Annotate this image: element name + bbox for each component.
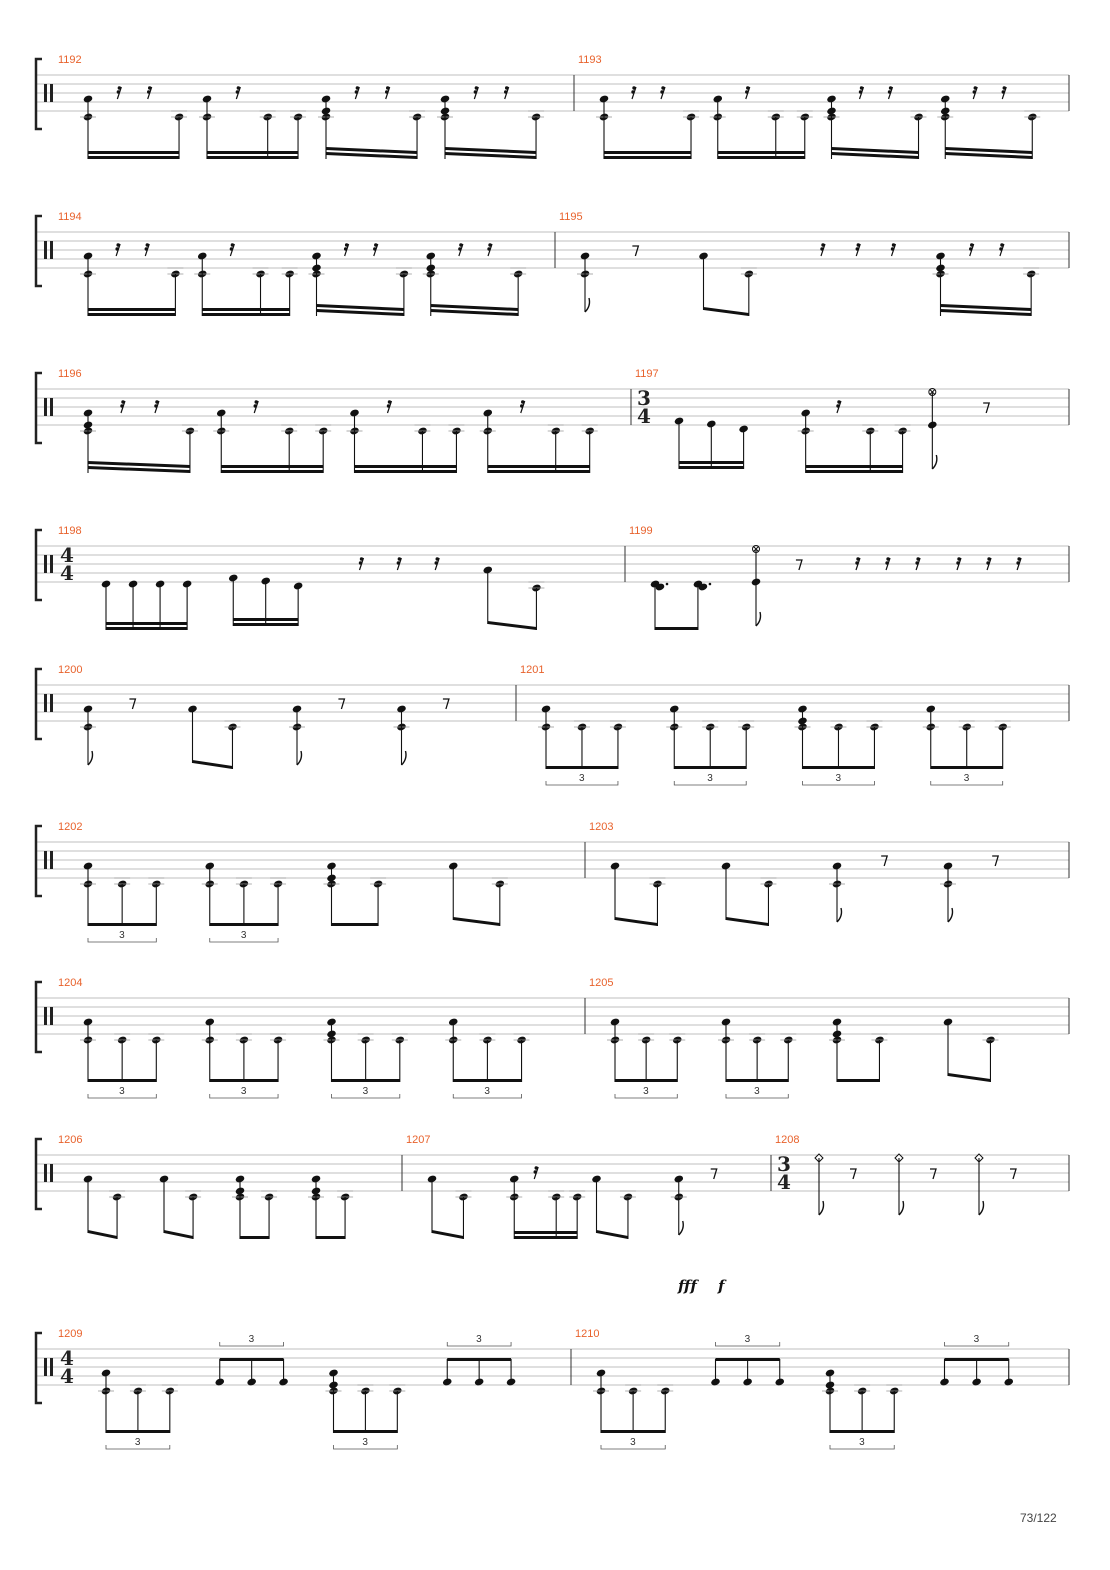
- sixteenth-rest: [458, 247, 461, 250]
- sixteenth-rest: [974, 86, 977, 89]
- measure: [406, 1134, 717, 1239]
- system: [36, 664, 1069, 785]
- system-bracket: [36, 1333, 42, 1403]
- measure: [559, 211, 1039, 316]
- sixteenth-rest: [1000, 243, 1003, 246]
- sixteenth-rest: [892, 243, 895, 246]
- system: [36, 525, 1069, 630]
- beam: [655, 627, 698, 630]
- beam: [334, 1430, 398, 1433]
- sixteenth-rest: [435, 561, 438, 564]
- flag: [297, 751, 302, 765]
- system: [36, 977, 1069, 1098]
- time-signature-top: 3: [637, 386, 651, 410]
- eighth-rest: [796, 560, 802, 570]
- beam: [240, 1236, 269, 1239]
- beam: [514, 1231, 577, 1234]
- sixteenth-rest: [344, 247, 347, 250]
- system-bracket: [36, 982, 42, 1052]
- tuplet-number: 3: [578, 773, 585, 784]
- beam: [674, 766, 746, 769]
- beam: [106, 622, 187, 625]
- beam: [164, 1230, 193, 1239]
- system-bracket: [36, 530, 42, 600]
- sixteenth-rest: [230, 247, 233, 250]
- tuplet-number: 3: [119, 930, 125, 941]
- sixteenth-rest: [398, 557, 401, 560]
- beam: [726, 917, 768, 926]
- percussion-clef: [44, 1164, 47, 1182]
- sixteenth-rest: [986, 561, 989, 564]
- sixteenth-rest: [915, 561, 918, 564]
- beam: [88, 156, 179, 159]
- beam: [601, 1430, 665, 1433]
- measure-number: 1193: [578, 54, 602, 66]
- sixteenth-rest: [385, 90, 388, 93]
- flag: [819, 1201, 824, 1215]
- sixteenth-rest: [146, 243, 149, 246]
- beam: [514, 1236, 577, 1239]
- beam: [837, 1079, 879, 1082]
- measure-number: 1195: [559, 211, 583, 223]
- flag: [402, 751, 407, 765]
- sixteenth-rest: [386, 86, 389, 89]
- measure: [58, 54, 544, 159]
- measure-number: 1201: [520, 664, 545, 676]
- dot: [666, 583, 669, 586]
- beam: [679, 466, 744, 469]
- measure: [58, 1328, 516, 1449]
- measure-number: 1203: [589, 821, 614, 833]
- beam: [88, 1230, 117, 1239]
- eighth-rest: [443, 699, 449, 709]
- sixteenth-rest: [956, 561, 959, 564]
- beam: [88, 308, 175, 311]
- beam: [945, 1358, 1009, 1361]
- system: [36, 211, 1069, 316]
- system: [36, 368, 1069, 473]
- sixteenth-rest: [1002, 90, 1005, 93]
- measure-number: 1209: [58, 1328, 83, 1340]
- system-bracket: [36, 669, 42, 739]
- beam: [88, 151, 179, 154]
- sixteenth-rest: [120, 404, 123, 407]
- measure: [635, 368, 989, 473]
- time-signature-bottom: 4: [60, 561, 74, 585]
- percussion-clef: [44, 694, 47, 712]
- measure: [629, 525, 1021, 630]
- time-signature-top: 4: [60, 1346, 74, 1370]
- sixteenth-rest: [957, 557, 960, 560]
- sixteenth-rest: [987, 557, 990, 560]
- percussion-clef: [50, 398, 53, 416]
- beam: [202, 308, 289, 311]
- sixteenth-rest: [820, 247, 823, 250]
- sixteenth-rest: [488, 243, 491, 246]
- sixteenth-rest: [891, 247, 894, 250]
- sixteenth-rest: [860, 86, 863, 89]
- beam: [316, 1236, 345, 1239]
- measure: [575, 1328, 1014, 1449]
- flag: [948, 908, 953, 922]
- beam: [488, 621, 537, 630]
- beam: [233, 618, 298, 621]
- tuplet-number: 3: [963, 773, 970, 784]
- time-signature-top: 3: [777, 1152, 791, 1176]
- sixteenth-rest: [345, 243, 348, 246]
- sixteenth-rest: [859, 90, 862, 93]
- beam: [221, 470, 323, 473]
- measure-number: 1210: [575, 1328, 600, 1340]
- system: [36, 1328, 1069, 1449]
- sixteenth-rest: [1003, 86, 1006, 89]
- sixteenth-rest: [356, 86, 359, 89]
- flag: [837, 908, 842, 922]
- sixteenth-rest: [660, 90, 663, 93]
- flag: [899, 1201, 904, 1215]
- sixteenth-rest: [254, 404, 257, 407]
- measure-number: 1197: [635, 368, 659, 380]
- sixteenth-rest: [374, 243, 377, 246]
- sixteenth-rest: [145, 247, 148, 250]
- sixteenth-rest: [857, 243, 860, 246]
- measure: [58, 977, 530, 1098]
- sixteenth-rest: [231, 243, 234, 246]
- beam: [704, 307, 749, 316]
- beam: [726, 1079, 788, 1082]
- tuplet-number: 3: [362, 1437, 368, 1448]
- time-signature-bottom: 4: [60, 1364, 74, 1388]
- sixteenth-rest: [856, 557, 859, 560]
- beam: [221, 465, 323, 468]
- flag: [979, 1201, 984, 1215]
- tuplet-number: 3: [484, 1086, 490, 1097]
- sixteenth-rest: [856, 247, 859, 250]
- measure-number: 1196: [58, 368, 82, 380]
- sixteenth-rest: [521, 400, 524, 403]
- measure: [58, 525, 544, 630]
- beam: [718, 151, 805, 154]
- sixteenth-rest: [475, 86, 478, 89]
- percussion-clef: [44, 241, 47, 259]
- sixteenth-rest: [745, 90, 748, 93]
- measure-number: 1192: [58, 54, 82, 66]
- sixteenth-rest: [355, 90, 358, 93]
- tuplet-number: 3: [248, 1334, 255, 1345]
- sixteenth-rest: [631, 90, 634, 93]
- sixteenth-rest: [836, 404, 839, 407]
- sixteenth-rest: [1017, 557, 1020, 560]
- sixteenth-rest: [360, 557, 363, 560]
- tuplet-number: 3: [643, 1086, 649, 1097]
- beam: [332, 923, 379, 926]
- sixteenth-rest: [885, 561, 888, 564]
- sixteenth-rest: [155, 400, 158, 403]
- measure: [58, 211, 526, 316]
- percussion-clef: [44, 555, 47, 573]
- beam: [718, 156, 805, 159]
- beam: [803, 766, 875, 769]
- sixteenth-rest: [397, 561, 400, 564]
- sixteenth-rest: [534, 1170, 537, 1173]
- percussion-clef: [50, 241, 53, 259]
- tuplet-number: 3: [240, 930, 247, 941]
- percussion-clef: [44, 84, 47, 102]
- beam: [604, 156, 691, 159]
- beam: [88, 313, 175, 316]
- measure: [520, 664, 1011, 785]
- beam: [88, 1079, 156, 1082]
- tuplet-number: 3: [744, 1334, 751, 1345]
- percussion-clef: [44, 851, 47, 869]
- sixteenth-rest: [154, 404, 157, 407]
- percussion-clef: [50, 1007, 53, 1025]
- beam: [453, 917, 500, 926]
- tuplet-number: 3: [707, 773, 713, 784]
- measure-number: 1198: [58, 525, 82, 537]
- beam: [806, 470, 903, 473]
- sixteenth-rest: [505, 86, 508, 89]
- eighth-rest: [983, 403, 989, 413]
- sixteenth-rest: [373, 247, 376, 250]
- sixteenth-rest: [969, 247, 972, 250]
- flag: [585, 298, 590, 312]
- measure: [58, 664, 449, 769]
- percussion-clef: [50, 84, 53, 102]
- flag: [679, 1221, 684, 1235]
- beam: [220, 1358, 284, 1361]
- beam: [447, 1358, 511, 1361]
- sixteenth-rest: [855, 561, 858, 564]
- beam: [106, 1430, 170, 1433]
- sixteenth-rest: [255, 400, 258, 403]
- sixteenth-rest: [237, 86, 240, 89]
- time-signature-top: 4: [60, 543, 74, 567]
- percussion-clef: [50, 1358, 53, 1376]
- sixteenth-rest: [916, 557, 919, 560]
- beam: [207, 151, 298, 154]
- system-bracket: [36, 216, 42, 286]
- time-signature-bottom: 4: [637, 404, 651, 428]
- tuplet-number: 3: [754, 1086, 760, 1097]
- percussion-clef: [50, 555, 53, 573]
- sixteenth-rest: [973, 90, 976, 93]
- sixteenth-rest: [474, 90, 477, 93]
- sixteenth-rest: [504, 90, 507, 93]
- beam: [355, 470, 457, 473]
- tuplet-number: 3: [362, 1086, 369, 1097]
- measure-number: 1207: [406, 1134, 431, 1146]
- dynamic-marking: fff: [678, 1277, 697, 1295]
- time-signature-bottom: 4: [777, 1170, 791, 1194]
- tuplet-number: 3: [835, 773, 842, 784]
- beam: [453, 1079, 521, 1082]
- flag: [756, 612, 761, 626]
- measure: [58, 1134, 353, 1239]
- sixteenth-rest: [236, 90, 239, 93]
- sixteenth-rest: [746, 86, 749, 89]
- eighth-rest: [632, 246, 638, 256]
- eighth-rest: [711, 1169, 717, 1179]
- sixteenth-rest: [520, 404, 523, 407]
- sixteenth-rest: [821, 243, 824, 246]
- sixteenth-rest: [661, 86, 664, 89]
- percussion-clef: [44, 1007, 47, 1025]
- measure-number: 1205: [589, 977, 614, 989]
- system-bracket: [36, 373, 42, 443]
- beam: [202, 313, 289, 316]
- measure: [589, 821, 998, 926]
- page-number: 73/122: [1020, 1511, 1057, 1525]
- measure: [58, 368, 598, 473]
- percussion-clef: [50, 851, 53, 869]
- system: [36, 821, 1069, 942]
- eighth-rest: [881, 856, 887, 866]
- tuplet-number: 3: [973, 1334, 980, 1345]
- beam: [604, 151, 691, 154]
- beam: [488, 465, 590, 468]
- beam: [948, 1073, 990, 1082]
- eighth-rest: [338, 699, 344, 709]
- beam: [88, 923, 156, 926]
- sixteenth-rest: [118, 86, 121, 89]
- tuplet-number: 3: [119, 1086, 125, 1097]
- beam: [210, 1079, 278, 1082]
- flag: [88, 751, 93, 765]
- percussion-clef: [50, 694, 53, 712]
- measure: [58, 821, 508, 942]
- sixteenth-rest: [1016, 561, 1019, 564]
- sixteenth-rest: [387, 404, 390, 407]
- beam: [546, 766, 618, 769]
- measure-number: 1199: [629, 525, 653, 537]
- sixteenth-rest: [359, 561, 362, 564]
- measure-number: 1194: [58, 211, 82, 223]
- dynamic-marking: f: [718, 1277, 725, 1295]
- sixteenth-rest: [889, 86, 892, 89]
- measure-number: 1200: [58, 664, 83, 676]
- beam: [931, 766, 1003, 769]
- beam: [106, 627, 187, 630]
- system-bracket: [36, 59, 42, 129]
- sixteenth-rest: [147, 90, 150, 93]
- system: [36, 54, 1069, 159]
- sixteenth-rest: [632, 86, 635, 89]
- sixteenth-rest: [999, 247, 1002, 250]
- tuplet-number: 3: [476, 1334, 482, 1345]
- beam: [207, 156, 298, 159]
- measure: [589, 977, 998, 1098]
- measure-number: 1208: [775, 1134, 800, 1146]
- beam: [488, 470, 590, 473]
- beam: [332, 1079, 400, 1082]
- measure-number: 1202: [58, 821, 83, 833]
- percussion-clef: [44, 398, 47, 416]
- system-bracket: [36, 1139, 42, 1209]
- beam: [597, 1230, 628, 1239]
- beam: [432, 1230, 463, 1239]
- sixteenth-rest: [837, 400, 840, 403]
- sixteenth-rest: [117, 90, 120, 93]
- tuplet-number: 3: [630, 1437, 636, 1448]
- beam: [233, 623, 298, 626]
- beam: [210, 923, 278, 926]
- eighth-rest: [992, 856, 998, 866]
- tuplet-number: 3: [240, 1086, 247, 1097]
- dot: [709, 583, 712, 586]
- sixteenth-rest: [436, 557, 439, 560]
- tuplet-number: 3: [859, 1437, 865, 1448]
- sixteenth-rest: [487, 247, 490, 250]
- beam: [679, 461, 744, 464]
- measure: [775, 1134, 1016, 1215]
- measure: [578, 54, 1040, 159]
- sixteenth-rest: [459, 243, 462, 246]
- flag: [932, 455, 937, 469]
- beam: [193, 760, 233, 769]
- eighth-rest: [1010, 1169, 1016, 1179]
- sixteenth-rest: [116, 243, 119, 246]
- beam: [806, 465, 903, 468]
- sixteenth-rest: [148, 86, 151, 89]
- sixteenth-rest: [121, 400, 124, 403]
- measure-number: 1204: [58, 977, 83, 989]
- sixteenth-rest: [535, 1166, 538, 1169]
- beam: [615, 1079, 677, 1082]
- beam: [355, 465, 457, 468]
- system-bracket: [36, 826, 42, 896]
- sixteenth-rest: [970, 243, 973, 246]
- percussion-clef: [44, 1358, 47, 1376]
- sixteenth-rest: [115, 247, 118, 250]
- measure-number: 1206: [58, 1134, 83, 1146]
- tuplet-number: 3: [134, 1437, 141, 1448]
- system: [36, 1134, 1069, 1239]
- beam: [716, 1358, 780, 1361]
- eighth-rest: [850, 1169, 856, 1179]
- percussion-clef: [50, 1164, 53, 1182]
- beam: [615, 917, 657, 926]
- eighth-rest: [129, 699, 135, 709]
- beam: [830, 1430, 894, 1433]
- sixteenth-rest: [888, 90, 891, 93]
- sixteenth-rest: [886, 557, 889, 560]
- sixteenth-rest: [388, 400, 391, 403]
- eighth-rest: [930, 1169, 936, 1179]
